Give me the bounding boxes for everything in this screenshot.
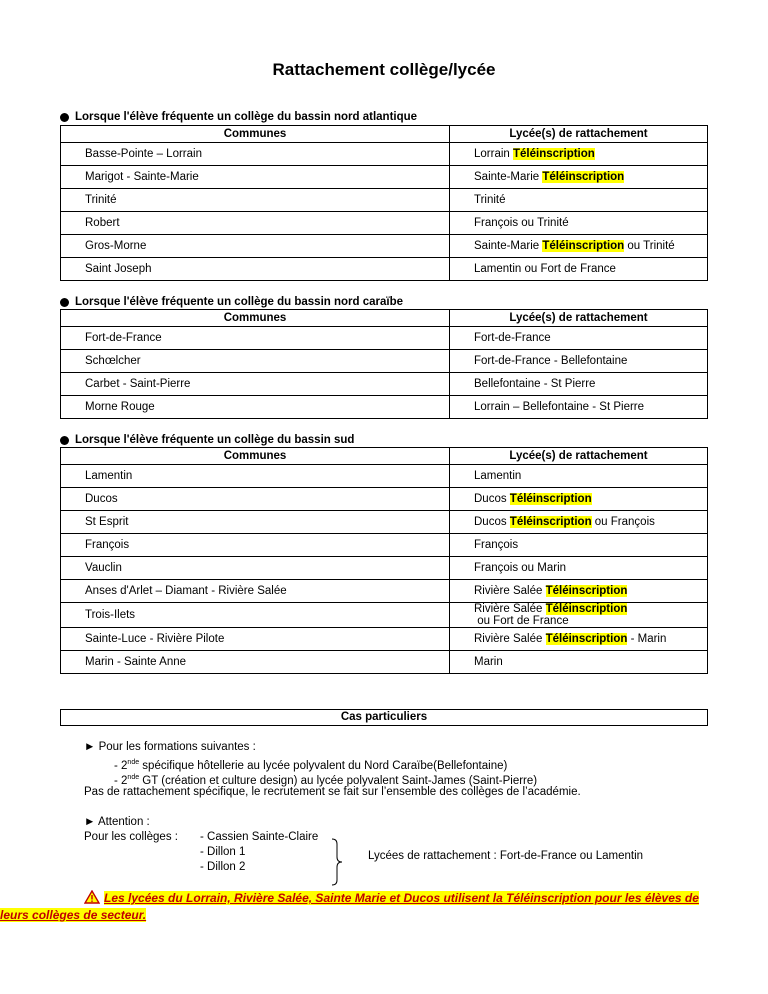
commune-cell: Carbet - Saint-Pierre [61,373,450,396]
table-row [61,327,708,350]
commune-cell: Basse-Pointe – Lorrain [61,143,450,166]
lycee-cell: Rivière Salée Téléinscription - Marin [450,628,708,651]
commune-cell: Morne Rouge [61,396,450,419]
lycee-cell: Ducos Téléinscription ou François [450,511,708,534]
commune-cell: St Esprit [61,511,450,534]
table-header [61,448,708,465]
warning-triangle-icon [84,890,100,904]
lycee-cell: Sainte-Marie Téléinscription [450,166,708,189]
table-row [61,557,708,580]
bullet-icon [60,436,69,445]
lycee-cell: Rivière Salée Téléinscription [450,580,708,603]
table-row [61,166,708,189]
table-row [61,235,708,258]
table-header [61,126,708,143]
commune-cell: Anses d'Arlet – Diamant - Rivière Salée [61,580,450,603]
commune-cell: Marigot - Sainte-Marie [61,166,450,189]
commune-cell: Sainte-Luce - Rivière Pilote [61,628,450,651]
header-communes: Communes [61,448,450,465]
commune-cell: Trois-Ilets [61,603,450,628]
commune-cell: Lamentin [61,465,450,488]
table-row [61,396,708,419]
lycee-cell: Lamentin [450,465,708,488]
bullet-icon [60,113,69,122]
table-row [61,580,708,603]
commune-cell: Schœlcher [61,350,450,373]
lycee-cell: Ducos Téléinscription [450,488,708,511]
colleges-lycees-rattachement: Lycées de rattachement : Fort-de-France ou Lamentin [368,850,644,862]
teleinscription-highlight: Téléinscription [542,171,625,183]
lycee-cell: François [450,534,708,557]
attention-label: ► Attention : [84,816,150,828]
section-heading-nord-atlantique: Lorsque l'élève fréquente un collège du bassin nord atlantique [60,111,417,123]
lycee-cell: Trinité [450,189,708,212]
commune-cell: Saint Joseph [61,258,450,281]
commune-cell: François [61,534,450,557]
commune-cell: Robert [61,212,450,235]
table-row [61,534,708,557]
warning-notice [0,890,720,924]
formation-2: - 2nde GT (création et culture design) au lycée polyvalent Saint-James (Saint-Pierre) [114,774,538,787]
table-row [61,488,708,511]
lycee-cell: Bellefontaine - St Pierre [450,373,708,396]
section-heading-nord-caraibe: Lorsque l'élève fréquente un collège du bassin nord caraïbe [60,296,403,308]
college-item: - Dillon 1 [200,846,246,858]
lycee-cell: Sainte-Marie Téléinscription ou Trinité [450,235,708,258]
commune-cell: Trinité [61,189,450,212]
formation-1: - 2nde spécifique hôtellerie au lycée polyvalent du Nord Caraïbe(Bellefontaine) [114,759,508,772]
header-lycees: Lycée(s) de rattachement [450,448,708,465]
teleinscription-highlight: Téléinscription [509,493,592,505]
table-row [61,651,708,674]
table-row [61,603,708,628]
teleinscription-highlight: Téléinscription [509,516,592,528]
formations-note: Pas de rattachement spécifique, le recrutement se fait sur l’ensemble des collèges de l’académie. [84,786,581,798]
commune-cell: Vauclin [61,557,450,580]
table-row [61,350,708,373]
table-row [61,212,708,235]
lycee-cell: Marin [450,651,708,674]
table-row [61,258,708,281]
college-item: - Dillon 2 [200,861,246,873]
commune-cell: Marin - Sainte Anne [61,651,450,674]
right-brace-icon [330,838,344,886]
table-sud [60,447,708,674]
header-communes: Communes [61,126,450,143]
bullet-icon [60,298,69,307]
teleinscription-highlight: Téléinscription [545,633,628,645]
lycee-cell: Rivière Salée Téléinscription ou Fort de France [450,603,708,628]
commune-cell: Fort-de-France [61,327,450,350]
header-lycees: Lycée(s) de rattachement [450,310,708,327]
header-lycees: Lycée(s) de rattachement [450,126,708,143]
page-title: Rattachement collège/lycée [272,60,496,79]
header-communes: Communes [61,310,450,327]
table-row [61,628,708,651]
table-row [61,465,708,488]
table-nord-atlantique [60,125,708,281]
teleinscription-highlight: Téléinscription [542,240,625,252]
table-header [61,310,708,327]
warning-text-line1: Les lycées du Lorrain, Rivière Salée, Sainte Marie et Ducos utilisent la Téléinscription pour les élèves de [104,891,699,905]
cas-particuliers-heading: Cas particuliers [60,709,708,726]
lycee-cell: François ou Marin [450,557,708,580]
lycee-cell: François ou Trinité [450,212,708,235]
lycee-cell: Fort-de-France - Bellefontaine [450,350,708,373]
table-nord-caraibe [60,309,708,419]
pour-colleges-label: Pour les collèges : [84,831,178,843]
table-row [61,143,708,166]
commune-cell: Ducos [61,488,450,511]
lycee-cell: Lamentin ou Fort de France [450,258,708,281]
teleinscription-highlight: Téléinscription [513,148,595,160]
commune-cell: Gros-Morne [61,235,450,258]
lycee-cell: Lorrain Téléinscription [450,143,708,166]
teleinscription-highlight: Téléinscription [545,603,628,615]
lycee-cell: Lorrain – Bellefontaine - St Pierre [450,396,708,419]
warning-text-line2: leurs collèges de secteur. [0,908,147,922]
table-row [61,511,708,534]
table-row [61,189,708,212]
table-row [61,373,708,396]
section-heading-sud: Lorsque l'élève fréquente un collège du bassin sud [60,434,354,446]
formations-intro: ► Pour les formations suivantes : [84,741,256,753]
college-item: - Cassien Sainte-Claire [200,831,319,843]
lycee-cell: Fort-de-France [450,327,708,350]
teleinscription-highlight: Téléinscription [545,585,628,597]
